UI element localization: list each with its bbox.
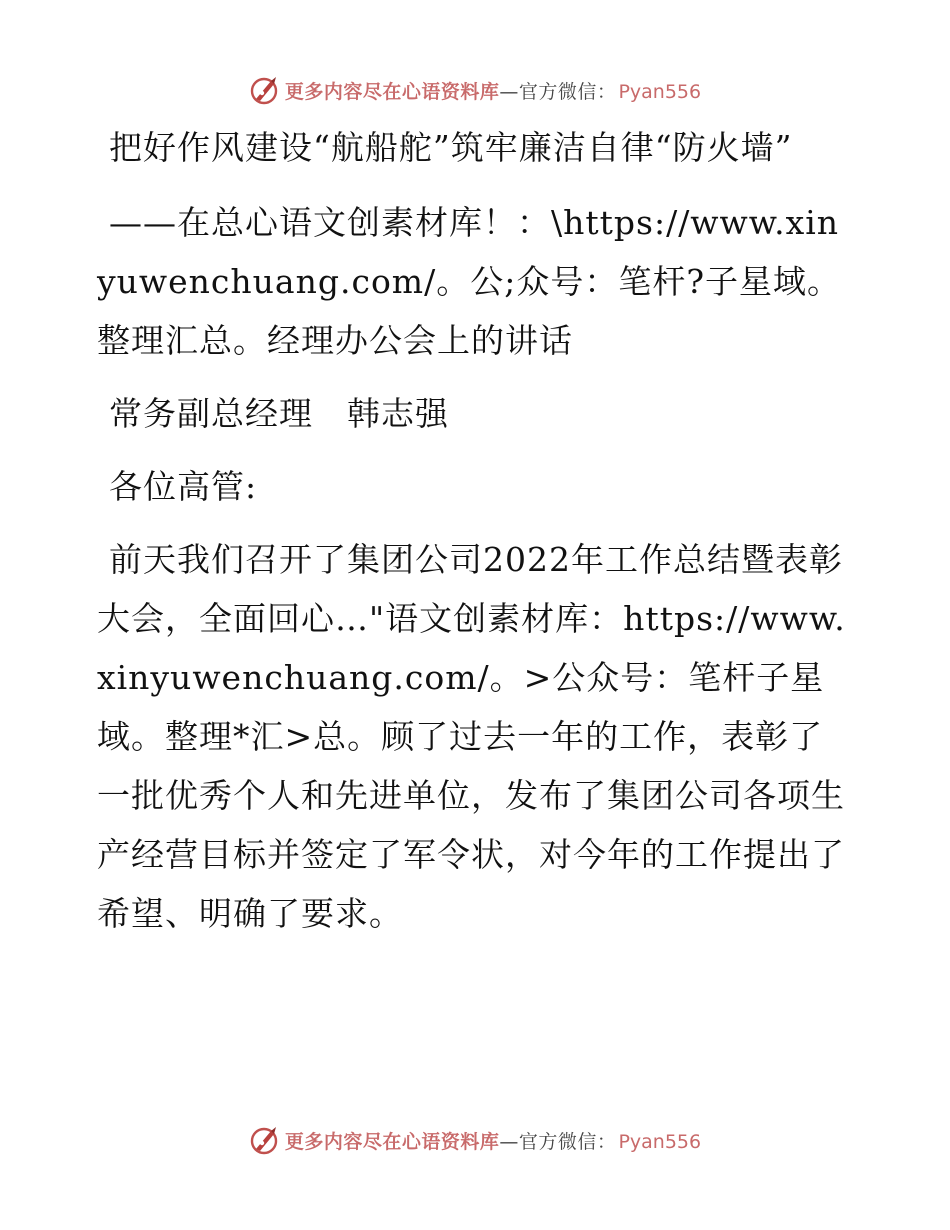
quill-pen-logo-icon bbox=[249, 1125, 279, 1155]
banner-separator: — bbox=[499, 1130, 519, 1153]
quill-pen-logo-icon bbox=[249, 75, 279, 105]
document-title: 把好作风建设“航船舵”筑牢廉洁自律“防火墙” bbox=[109, 128, 793, 167]
banner-text bbox=[285, 77, 701, 104]
footer-banner bbox=[0, 1120, 950, 1160]
banner-text bbox=[285, 1127, 701, 1154]
header-banner bbox=[0, 70, 950, 110]
banner-separator: — bbox=[499, 80, 519, 103]
banner-site-name: 更多内容尽在心语资料库 bbox=[284, 80, 500, 103]
banner-wechat-id: Pyan556 bbox=[618, 80, 702, 103]
banner-wechat-label: 官方微信： bbox=[518, 80, 617, 103]
banner-wechat-label: 官方微信： bbox=[518, 1130, 617, 1153]
salutation: 各位高管: bbox=[109, 467, 258, 506]
banner-site-name: 更多内容尽在心语资料库 bbox=[284, 1130, 500, 1153]
document-subtitle: ——在总心语文创素材库！：\https://www.xinyuwenchuang.com/。公;众号：笔杆?子星域。整理汇总。经理办公会上的讲话 bbox=[97, 203, 842, 360]
document-body bbox=[97, 118, 857, 943]
body-paragraph: 前天我们召开了集团公司2022年工作总结暨表彰大会，全面回心…"语文创素材库：https://www.xinyuwenchuang.com/。>公众号：笔杆子星域。整理*汇>总。顾了过去一年的工作，表彰了一批优秀个人和先进单位，发布了集团公司各项生产经营目标并签定了军令状，对今年的工作提出了希望、明确了要求。 bbox=[97, 540, 846, 933]
speaker-line: 常务副总经理 韩志强 bbox=[109, 394, 449, 433]
banner-wechat-id: Pyan556 bbox=[618, 1130, 702, 1153]
